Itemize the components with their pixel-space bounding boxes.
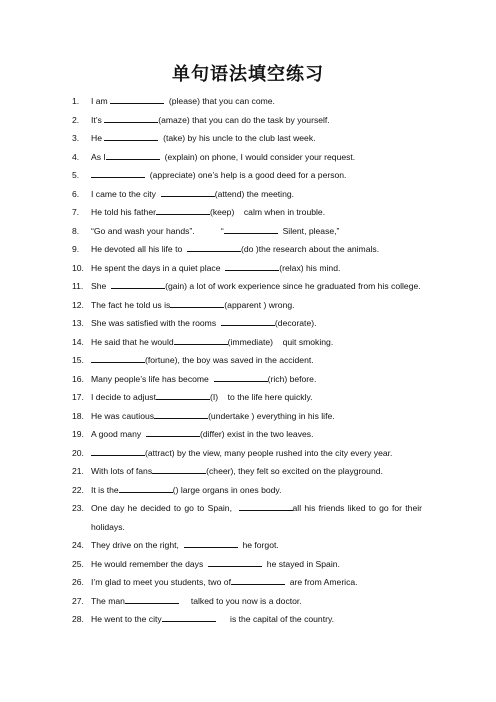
question-text: talked to you now is a doctor.: [178, 595, 302, 606]
question-text: (decorate).: [274, 318, 317, 328]
question-number: 18.: [72, 410, 84, 421]
answer-blank[interactable]: [110, 95, 164, 104]
answer-blank[interactable]: [156, 206, 210, 215]
question-item: [72, 351, 422, 370]
question-item: [72, 166, 422, 185]
question-number: 6.: [72, 188, 80, 199]
question-number: 4.: [72, 151, 80, 162]
answer-blank[interactable]: [225, 262, 279, 271]
answer-blank[interactable]: [152, 465, 206, 474]
question-text: (keep) calm when in trouble.: [209, 207, 326, 217]
question-text: It’s: [91, 114, 105, 125]
answer-blank[interactable]: [146, 428, 200, 437]
answer-blank[interactable]: [187, 243, 241, 252]
question-text: With lots of fans: [91, 466, 153, 476]
question-item: [72, 111, 422, 130]
question-item: [72, 148, 422, 167]
question-number: 2.: [72, 114, 80, 125]
question-text: I decide to adjust: [91, 392, 156, 402]
answer-blank[interactable]: [106, 151, 160, 160]
question-text: (take) by his uncle to the club last week.: [158, 133, 316, 143]
question-text: (rich) before.: [267, 373, 317, 384]
question-text: (immediate) quit smoking.: [227, 336, 334, 347]
question-text: is the capital of the country.: [215, 614, 335, 624]
question-item: [72, 333, 422, 352]
answer-blank[interactable]: [214, 373, 268, 382]
question-number: 22.: [72, 484, 84, 495]
question-number: 25.: [72, 558, 84, 569]
question-text: (please) that you can come.: [164, 96, 275, 106]
answer-blank[interactable]: [125, 595, 179, 604]
answer-blank[interactable]: [111, 280, 165, 289]
question-number: 26.: [72, 577, 84, 587]
question-number: 10.: [72, 262, 84, 273]
question-text: (relax) his mind.: [279, 262, 341, 273]
page-title: 单句语法填空练习: [172, 64, 324, 85]
question-item: [72, 222, 422, 241]
answer-blank[interactable]: [231, 576, 285, 585]
question-text: I came to the city: [91, 188, 161, 199]
answer-blank[interactable]: [224, 225, 278, 234]
question-text: He told his father: [91, 207, 156, 217]
answer-blank[interactable]: [170, 299, 224, 308]
question-list: [72, 92, 425, 629]
answer-blank[interactable]: [161, 188, 215, 197]
question-number: 11.: [72, 281, 84, 291]
question-text: As I: [91, 151, 106, 162]
answer-blank[interactable]: [174, 336, 228, 345]
question-item: [72, 185, 422, 204]
question-item: [72, 444, 422, 463]
question-text: They drive on the right,: [91, 540, 184, 550]
question-text: It is the: [91, 484, 119, 495]
question-text: Many people’s life has become: [91, 373, 214, 384]
question-text: He: [91, 133, 105, 143]
question-text: He went to the city: [91, 614, 162, 624]
question-item: [72, 314, 422, 333]
question-text: He devoted all his life to: [91, 244, 188, 254]
question-text: (attract) by the view, many people rushed into the city every year.: [145, 447, 393, 458]
question-text: (apparent ) wrong.: [224, 299, 295, 310]
question-number: 7.: [72, 207, 80, 217]
question-item: [72, 370, 422, 389]
question-item: [72, 462, 422, 481]
question-text: She was satisfied with the rooms: [91, 318, 221, 328]
question-text: She: [91, 281, 112, 291]
question-item: [72, 573, 422, 592]
answer-blank[interactable]: [119, 484, 173, 493]
question-text: are from America.: [284, 577, 358, 587]
question-text: (undertake ) everything in his life.: [208, 410, 335, 421]
question-text: One day he decided to go to Spain,: [91, 503, 239, 513]
question-item: [72, 92, 422, 111]
question-item: [72, 592, 422, 611]
question-number: 3.: [72, 133, 80, 143]
question-item: [72, 555, 422, 574]
question-item: [72, 259, 422, 278]
question-text: Silent, please,”: [277, 225, 340, 236]
question-text: “Go and wash your hands”. “: [91, 225, 224, 236]
question-text: (attend) the meeting.: [214, 188, 295, 199]
answer-blank[interactable]: [154, 410, 208, 419]
question-item: [72, 277, 422, 296]
question-text: (appreciate) one’s help is a good deed for a person.: [145, 170, 347, 180]
question-number: 19.: [72, 429, 84, 439]
question-item: [72, 407, 422, 426]
question-number: 17.: [72, 392, 84, 402]
question-text: (amaze) that you can do the task by yourself.: [158, 114, 330, 125]
question-item: [72, 610, 422, 629]
question-item: [72, 129, 422, 148]
question-item: [72, 499, 425, 536]
question-number: 5.: [72, 170, 80, 180]
question-text: (explain) on phone, I would consider your request.: [159, 151, 356, 162]
question-text: I’m glad to meet you students, two of: [91, 577, 231, 587]
question-text: A good many: [91, 429, 146, 439]
question-text: He was cautious: [91, 410, 155, 421]
question-item: [72, 296, 422, 315]
answer-blank[interactable]: [104, 132, 158, 141]
question-number: 14.: [72, 336, 84, 347]
question-text: He spent the days in a quiet place: [91, 262, 226, 273]
question-item: [72, 481, 422, 500]
question-number: 15.: [72, 355, 84, 365]
answer-blank[interactable]: [91, 447, 145, 456]
question-text: He would remember the days: [91, 558, 209, 569]
question-text: all his friends liked to go for their holidays.: [91, 503, 425, 532]
answer-blank[interactable]: [156, 391, 210, 400]
question-text: he stayed in Spain.: [262, 558, 340, 569]
question-item: [72, 536, 422, 555]
question-item: [72, 240, 422, 259]
question-number: 1.: [72, 96, 80, 106]
question-item: [72, 425, 422, 444]
answer-blank[interactable]: [104, 114, 158, 123]
question-number: 20.: [72, 447, 84, 458]
question-item: [72, 203, 422, 222]
question-text: (I) to the life here quickly.: [209, 392, 313, 402]
question-text: (cheer), they felt so excited on the playground.: [206, 466, 383, 476]
question-number: 21.: [72, 466, 84, 476]
question-text: (differ) exist in the two leaves.: [199, 429, 314, 439]
answer-blank[interactable]: [221, 317, 275, 326]
question-number: 28.: [72, 614, 84, 624]
answer-blank[interactable]: [208, 558, 262, 567]
question-number: 13.: [72, 318, 84, 328]
question-text: (do )the research about the animals.: [241, 244, 380, 254]
answer-blank[interactable]: [184, 539, 238, 548]
question-number: 12.: [72, 299, 84, 310]
answer-blank[interactable]: [239, 502, 293, 511]
question-item: [72, 388, 422, 407]
question-text: I am: [91, 96, 111, 106]
answer-blank[interactable]: [91, 169, 145, 178]
answer-blank[interactable]: [91, 354, 145, 363]
question-number: 9.: [72, 244, 80, 254]
question-text: he forgot.: [237, 540, 279, 550]
question-text: The man: [91, 595, 125, 606]
question-text: (fortune), the boy was saved in the accident.: [145, 355, 314, 365]
question-number: 16.: [72, 373, 84, 384]
question-number: 8.: [72, 225, 80, 236]
question-text: The fact he told us is: [91, 299, 171, 310]
question-number: 27.: [72, 595, 84, 606]
question-text: (gain) a lot of work experience since he graduated from his college.: [165, 281, 421, 291]
question-text: He said that he would: [91, 336, 174, 347]
question-number: 24.: [72, 540, 84, 550]
question-text: () large organs in ones body.: [172, 484, 282, 495]
question-number: 23.: [72, 503, 84, 513]
answer-blank[interactable]: [162, 613, 216, 622]
